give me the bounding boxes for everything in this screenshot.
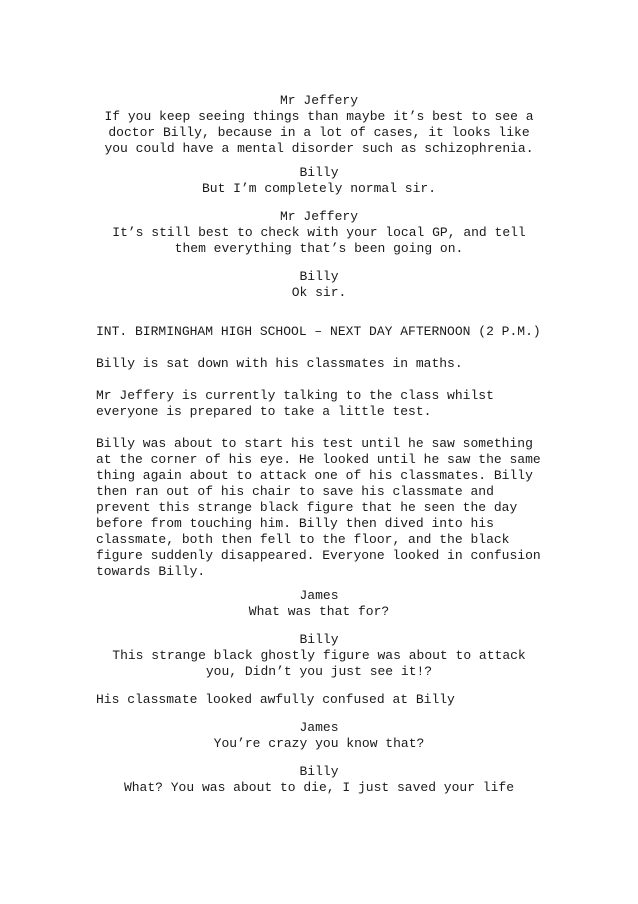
character-name: James	[299, 720, 339, 735]
dialogue-line: you, Didn’t you just see it!?	[205, 664, 433, 679]
character-name: Mr Jeffery	[279, 209, 358, 224]
action-line: before from touching him. Billy then dived into his	[96, 516, 494, 531]
dialogue-line: you could have a mental disorder such as schizophrenia.	[104, 141, 534, 156]
action-line: Mr Jeffery is currently talking to the class whilst	[96, 388, 494, 403]
action-line: towards Billy.	[96, 564, 206, 579]
dialogue-line: If you keep seeing things than maybe it’s best to see a	[104, 109, 534, 124]
action-line: then ran out of his chair to save his classmate and	[96, 484, 494, 499]
scene-heading: INT. BIRMINGHAM HIGH SCHOOL – NEXT DAY AFTERNOON (2 P.M.)	[96, 324, 541, 339]
dialogue-line: them everything that’s been going on.	[174, 241, 464, 256]
action-line: figure suddenly disappeared. Everyone looked in confusion	[96, 548, 541, 563]
character-name: Billy	[299, 165, 339, 180]
character-name: Billy	[299, 632, 339, 647]
dialogue-line: Ok sir.	[291, 285, 347, 300]
action-line: everyone is prepared to take a little test.	[96, 404, 432, 419]
dialogue-line: What was that for?	[248, 604, 390, 619]
action-line: Billy was about to start his test until he saw something	[96, 436, 533, 451]
action-line: His classmate looked awfully confused at Billy	[96, 692, 455, 707]
character-name: Billy	[299, 269, 339, 284]
action-line: Billy is sat down with his classmates in maths.	[96, 356, 463, 371]
dialogue-line: But I’m completely normal sir.	[201, 181, 437, 196]
dialogue-line: What? You was about to die, I just saved your life	[123, 780, 515, 795]
dialogue-line: This strange black ghostly figure was about to attack	[112, 648, 526, 663]
dialogue-line: You’re crazy you know that?	[213, 736, 425, 751]
character-name: Mr Jeffery	[279, 93, 358, 108]
dialogue-line: It’s still best to check with your local GP, and tell	[112, 225, 526, 240]
action-line: thing again about to attack one of his classmates. Billy	[96, 468, 533, 483]
character-name: Billy	[299, 764, 339, 779]
dialogue-line: doctor Billy, because in a lot of cases, it looks like	[108, 125, 530, 140]
action-line: prevent this strange black figure that he seen the day	[96, 500, 518, 515]
action-line: at the corner of his eye. He looked until he saw the same	[96, 452, 541, 467]
character-name: James	[299, 588, 339, 603]
action-line: classmate, both then fell to the floor, and the black	[96, 532, 510, 547]
